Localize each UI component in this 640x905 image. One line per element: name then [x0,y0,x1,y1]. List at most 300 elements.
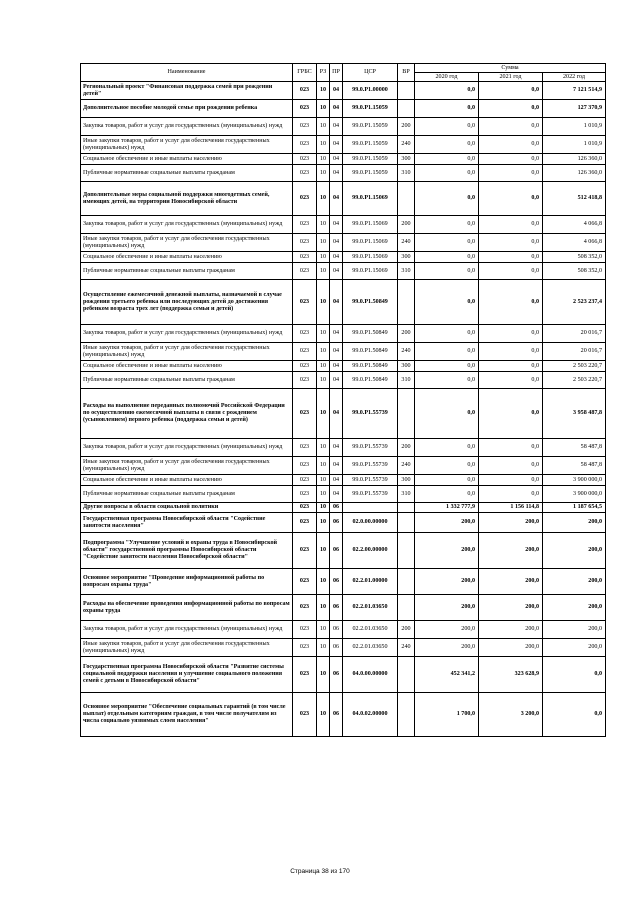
row-vr [398,595,415,621]
row-pr: 06 [330,569,343,595]
row-vr: 200 [398,118,415,136]
row-rz: 10 [317,280,330,325]
row-name: Социальное обеспечение и иные выплаты населению [81,154,293,165]
row-value-2022: 0,0 [543,693,606,737]
table-row [81,389,606,439]
row-rz: 10 [317,639,330,657]
row-csr: 99.0.P1.15069 [343,263,398,280]
row-pr: 06 [330,621,343,639]
row-rz: 10 [317,621,330,639]
row-vr: 240 [398,234,415,252]
row-name: Дополнительное пособие молодой семье при рождении ребенка [81,100,293,118]
row-value-2020: 200,0 [415,569,479,595]
row-value-2020: 0,0 [415,475,479,486]
row-rz: 10 [317,389,330,439]
row-vr [398,503,415,513]
row-value-2021: 0,0 [479,216,543,234]
row-value-2021: 0,0 [479,343,543,361]
row-name: Закупка товаров, работ и услуг для государственных (муниципальных) нужд [81,621,293,639]
row-rz: 10 [317,486,330,503]
row-grbs: 023 [293,595,317,621]
row-pr: 04 [330,136,343,154]
table-row [81,234,606,252]
row-value-2020: 0,0 [415,118,479,136]
row-csr: 99.0.P1.55739 [343,457,398,475]
table-row [81,118,606,136]
row-name: Публичные нормативные социальные выплаты гражданам [81,263,293,280]
row-grbs: 023 [293,325,317,343]
row-grbs: 023 [293,165,317,182]
row-rz: 10 [317,503,330,513]
row-value-2021: 0,0 [479,457,543,475]
row-vr [398,569,415,595]
table-row [81,657,606,693]
row-pr: 04 [330,154,343,165]
row-grbs: 023 [293,569,317,595]
row-grbs: 023 [293,280,317,325]
row-value-2020: 200,0 [415,595,479,621]
row-pr: 06 [330,657,343,693]
row-value-2021: 0,0 [479,234,543,252]
header-grbs: ГРБС [293,64,317,82]
row-rz: 10 [317,439,330,457]
row-value-2022: 200,0 [543,595,606,621]
row-value-2021: 0,0 [479,252,543,263]
row-value-2022: 7 121 514,9 [543,82,606,100]
row-name: Иные закупки товаров, работ и услуг для обеспечения государственных (муниципальных) нужд [81,639,293,657]
row-value-2022: 508 352,0 [543,263,606,280]
table-row [81,280,606,325]
row-value-2020: 0,0 [415,343,479,361]
table-row [81,372,606,389]
row-value-2021: 0,0 [479,475,543,486]
table-row [81,475,606,486]
row-name: Иные закупки товаров, работ и услуг для обеспечения государственных (муниципальных) нужд [81,136,293,154]
row-csr: 99.0.P1.00000 [343,82,398,100]
header-csr: ЦСР [343,64,398,82]
table-row [81,100,606,118]
row-grbs: 023 [293,154,317,165]
row-value-2022: 200,0 [543,533,606,569]
row-pr: 06 [330,595,343,621]
row-grbs: 023 [293,343,317,361]
row-value-2020: 0,0 [415,182,479,216]
row-value-2022: 2 503 220,7 [543,361,606,372]
row-rz: 10 [317,325,330,343]
row-value-2021: 0,0 [479,263,543,280]
row-value-2020: 0,0 [415,263,479,280]
row-name: Дополнительные меры социальной поддержки многодетных семей, имеющих детей, на территории Новосибирской области [81,182,293,216]
row-vr: 240 [398,639,415,657]
row-value-2020: 0,0 [415,486,479,503]
row-value-2021: 0,0 [479,372,543,389]
row-rz: 10 [317,657,330,693]
row-vr: 240 [398,457,415,475]
row-grbs: 023 [293,621,317,639]
row-grbs: 023 [293,475,317,486]
row-vr: 300 [398,252,415,263]
row-grbs: 023 [293,216,317,234]
row-value-2022: 4 066,8 [543,234,606,252]
row-value-2020: 452 341,2 [415,657,479,693]
row-value-2022: 58 487,8 [543,439,606,457]
row-value-2021: 0,0 [479,325,543,343]
row-value-2022: 200,0 [543,569,606,595]
row-rz: 10 [317,693,330,737]
budget-table-sheet [80,63,605,737]
row-csr: 99.0.P1.15059 [343,154,398,165]
row-value-2020: 200,0 [415,639,479,657]
table-row [81,154,606,165]
row-rz: 10 [317,372,330,389]
row-pr: 04 [330,118,343,136]
table-row [81,486,606,503]
row-rz: 10 [317,475,330,486]
table-row [81,165,606,182]
row-grbs: 023 [293,252,317,263]
table-row [81,533,606,569]
row-rz: 10 [317,569,330,595]
row-name: Социальное обеспечение и иные выплаты населению [81,252,293,263]
row-pr: 04 [330,165,343,182]
row-vr: 200 [398,439,415,457]
row-grbs: 023 [293,136,317,154]
row-value-2022: 3 958 487,8 [543,389,606,439]
row-vr [398,280,415,325]
table-row [81,693,606,737]
row-value-2021: 200,0 [479,639,543,657]
row-value-2020: 0,0 [415,216,479,234]
row-value-2020: 0,0 [415,252,479,263]
row-pr: 04 [330,280,343,325]
row-vr [398,82,415,100]
row-value-2020: 0,0 [415,165,479,182]
page-number: Страница 38 из 170 [290,868,350,875]
row-grbs: 023 [293,263,317,280]
row-pr: 04 [330,252,343,263]
row-pr: 04 [330,216,343,234]
row-pr: 04 [330,325,343,343]
row-pr: 04 [330,457,343,475]
row-vr: 240 [398,136,415,154]
row-vr: 300 [398,361,415,372]
row-vr: 200 [398,325,415,343]
row-vr: 310 [398,263,415,280]
row-value-2020: 200,0 [415,621,479,639]
row-csr: 99.0.P1.50849 [343,325,398,343]
table-body [81,82,606,737]
row-csr: 02.2.00.00000 [343,533,398,569]
row-value-2021: 0,0 [479,82,543,100]
row-value-2022: 3 900 000,0 [543,475,606,486]
row-name: Другие вопросы в области социальной политики [81,503,293,513]
row-value-2021: 323 628,9 [479,657,543,693]
row-pr: 04 [330,389,343,439]
row-value-2020: 0,0 [415,82,479,100]
row-pr: 06 [330,513,343,533]
row-pr: 04 [330,182,343,216]
row-grbs: 023 [293,372,317,389]
row-csr: 99.0.P1.15059 [343,100,398,118]
row-value-2020: 0,0 [415,457,479,475]
header-vr: ВР [398,64,415,82]
row-name: Социальное обеспечение и иные выплаты населению [81,361,293,372]
row-value-2022: 1 187 654,5 [543,503,606,513]
row-vr: 310 [398,372,415,389]
table-row [81,182,606,216]
row-rz: 10 [317,118,330,136]
row-vr: 310 [398,486,415,503]
header-name: Наименование [81,64,293,82]
row-rz: 10 [317,513,330,533]
row-value-2020: 1 332 777,9 [415,503,479,513]
row-value-2020: 1 700,0 [415,693,479,737]
row-value-2021: 0,0 [479,389,543,439]
row-value-2021: 0,0 [479,165,543,182]
row-name: Иные закупки товаров, работ и услуг для обеспечения государственных (муниципальных) нужд [81,343,293,361]
row-rz: 10 [317,343,330,361]
table-row [81,263,606,280]
header-year-2022: 2022 год [543,73,606,82]
table-row [81,82,606,100]
row-csr: 99.0.P1.50849 [343,280,398,325]
row-grbs: 023 [293,503,317,513]
row-name: Государственная программа Новосибирской области "Содействие занятости населения" [81,513,293,533]
row-value-2020: 0,0 [415,280,479,325]
row-value-2021: 0,0 [479,118,543,136]
row-csr: 02.2.01.03650 [343,621,398,639]
row-csr: 99.0.P1.50849 [343,372,398,389]
row-grbs: 023 [293,439,317,457]
row-pr: 04 [330,82,343,100]
row-name: Расходы на обеспечение проведения информационной работы по вопросам охраны труда [81,595,293,621]
row-value-2020: 0,0 [415,234,479,252]
row-grbs: 023 [293,513,317,533]
row-value-2022: 20 016,7 [543,325,606,343]
row-value-2022: 1 010,9 [543,118,606,136]
table-row [81,595,606,621]
row-value-2020: 0,0 [415,389,479,439]
row-csr: 02.2.01.00000 [343,569,398,595]
table-row [81,513,606,533]
row-csr: 99.0.P1.55739 [343,486,398,503]
row-csr: 99.0.P1.15059 [343,165,398,182]
row-csr: 04.0.02.00000 [343,693,398,737]
row-rz: 10 [317,216,330,234]
row-rz: 10 [317,533,330,569]
row-name: Закупка товаров, работ и услуг для государственных (муниципальных) нужд [81,118,293,136]
row-vr: 310 [398,165,415,182]
row-value-2021: 0,0 [479,439,543,457]
row-vr: 200 [398,216,415,234]
row-value-2020: 200,0 [415,533,479,569]
row-value-2021: 0,0 [479,182,543,216]
table-row [81,621,606,639]
row-csr: 04.0.00.00000 [343,657,398,693]
row-value-2021: 200,0 [479,569,543,595]
row-grbs: 023 [293,389,317,439]
row-value-2022: 126 360,0 [543,154,606,165]
row-name: Основное мероприятие "Обеспечение социальных гарантий (в том числе выплат) отдельным категориям граждан, в том числе получателям из числа социально уязвимых слоев населения" [81,693,293,737]
row-value-2020: 0,0 [415,439,479,457]
row-name: Расходы на выполнение переданных полномочий Российской Федерации по осуществлению ежемесячной выплаты в связи с рождением (усыновлением) первого ребенка (поддержка семьи и детей) [81,389,293,439]
row-value-2022: 20 016,7 [543,343,606,361]
row-vr [398,513,415,533]
table-row [81,457,606,475]
row-pr: 04 [330,439,343,457]
row-vr [398,657,415,693]
row-value-2021: 3 200,0 [479,693,543,737]
row-value-2022: 200,0 [543,513,606,533]
row-rz: 10 [317,100,330,118]
row-csr: 99.0.P1.55739 [343,389,398,439]
row-value-2020: 0,0 [415,372,479,389]
row-rz: 10 [317,82,330,100]
row-value-2022: 126 360,0 [543,165,606,182]
table-row [81,252,606,263]
row-value-2022: 2 523 237,4 [543,280,606,325]
row-value-2022: 2 503 220,7 [543,372,606,389]
row-value-2021: 200,0 [479,533,543,569]
row-grbs: 023 [293,693,317,737]
row-rz: 10 [317,136,330,154]
row-value-2022: 3 900 000,0 [543,486,606,503]
table-row [81,216,606,234]
row-name: Региональный проект "Финансовая поддержка семей при рождении детей" [81,82,293,100]
row-grbs: 023 [293,361,317,372]
row-name: Публичные нормативные социальные выплаты гражданам [81,372,293,389]
row-pr: 04 [330,100,343,118]
row-value-2021: 0,0 [479,136,543,154]
row-name: Подпрограмма "Улучшение условий и охраны труда в Новосибирской области" государственной программы Новосибирской области "Содействие занятости населения Новосибирской области" [81,533,293,569]
table-row [81,639,606,657]
row-value-2020: 0,0 [415,154,479,165]
row-pr: 04 [330,475,343,486]
row-rz: 10 [317,234,330,252]
row-value-2021: 200,0 [479,513,543,533]
row-value-2022: 127 370,9 [543,100,606,118]
table-header [81,64,606,82]
row-grbs: 023 [293,118,317,136]
row-pr: 04 [330,486,343,503]
row-vr [398,693,415,737]
row-pr: 04 [330,234,343,252]
row-grbs: 023 [293,100,317,118]
row-rz: 10 [317,457,330,475]
row-value-2020: 0,0 [415,361,479,372]
row-value-2020: 0,0 [415,100,479,118]
row-value-2022: 200,0 [543,639,606,657]
row-pr: 06 [330,503,343,513]
row-pr: 06 [330,533,343,569]
row-csr: 99.0.P1.50849 [343,343,398,361]
row-value-2022: 58 487,8 [543,457,606,475]
row-name: Закупка товаров, работ и услуг для государственных (муниципальных) нужд [81,439,293,457]
table-row [81,325,606,343]
row-csr [343,503,398,513]
row-grbs: 023 [293,533,317,569]
row-csr: 99.0.P1.50849 [343,361,398,372]
table-row [81,439,606,457]
row-value-2021: 200,0 [479,595,543,621]
row-value-2021: 0,0 [479,486,543,503]
row-value-2022: 4 066,8 [543,216,606,234]
row-vr [398,389,415,439]
row-pr: 06 [330,639,343,657]
row-name: Иные закупки товаров, работ и услуг для обеспечения государственных (муниципальных) нужд [81,457,293,475]
table-row [81,569,606,595]
row-value-2021: 0,0 [479,154,543,165]
row-vr: 300 [398,475,415,486]
row-pr: 04 [330,361,343,372]
row-csr: 99.0.P1.55739 [343,439,398,457]
row-csr: 99.0.P1.15069 [343,182,398,216]
row-name: Иные закупки товаров, работ и услуг для обеспечения государственных (муниципальных) нужд [81,234,293,252]
row-vr [398,100,415,118]
row-vr: 240 [398,343,415,361]
row-rz: 10 [317,154,330,165]
row-grbs: 023 [293,657,317,693]
row-name: Публичные нормативные социальные выплаты гражданам [81,486,293,503]
row-rz: 10 [317,263,330,280]
header-year-2020: 2020 год [415,73,479,82]
row-name: Публичные нормативные социальные выплаты гражданам [81,165,293,182]
row-value-2022: 508 352,0 [543,252,606,263]
row-name: Осуществление ежемесячной денежной выплаты, назначаемой в случае рождения третьего ребенка или последующих детей до достижения ребенком возраста трех лет (поддержка семьи и детей) [81,280,293,325]
row-grbs: 023 [293,486,317,503]
row-vr [398,533,415,569]
row-vr: 300 [398,154,415,165]
row-name: Закупка товаров, работ и услуг для государственных (муниципальных) нужд [81,325,293,343]
row-value-2021: 200,0 [479,621,543,639]
row-rz: 10 [317,182,330,216]
row-rz: 10 [317,595,330,621]
row-csr: 99.0.P1.55739 [343,475,398,486]
row-rz: 10 [317,165,330,182]
row-value-2020: 0,0 [415,325,479,343]
row-value-2021: 0,0 [479,100,543,118]
row-pr: 06 [330,693,343,737]
row-name: Основное мероприятие "Проведение информационной работы по вопросам охраны труда" [81,569,293,595]
row-csr: 99.0.P1.15059 [343,118,398,136]
row-csr: 99.0.P1.15069 [343,216,398,234]
row-vr [398,182,415,216]
budget-table [80,63,606,737]
row-name: Социальное обеспечение и иные выплаты населению [81,475,293,486]
row-name: Государственная программа Новосибирской области "Развитие системы социальной поддержки населения и улучшение социального положения семей с детьми в Новосибирской области" [81,657,293,693]
row-value-2021: 0,0 [479,280,543,325]
row-csr: 99.0.P1.15069 [343,234,398,252]
row-csr: 99.0.P1.15069 [343,252,398,263]
header-rz: РЗ [317,64,330,82]
row-csr: 02.2.01.03650 [343,595,398,621]
row-value-2021: 1 156 114,8 [479,503,543,513]
row-value-2022: 200,0 [543,621,606,639]
row-pr: 04 [330,263,343,280]
row-vr: 200 [398,621,415,639]
row-grbs: 023 [293,82,317,100]
row-grbs: 023 [293,639,317,657]
row-grbs: 023 [293,234,317,252]
row-value-2022: 512 418,8 [543,182,606,216]
table-row [81,361,606,372]
row-value-2020: 0,0 [415,136,479,154]
row-name: Закупка товаров, работ и услуг для государственных (муниципальных) нужд [81,216,293,234]
header-pr: ПР [330,64,343,82]
table-row [81,136,606,154]
row-csr: 99.0.P1.15059 [343,136,398,154]
row-rz: 10 [317,252,330,263]
